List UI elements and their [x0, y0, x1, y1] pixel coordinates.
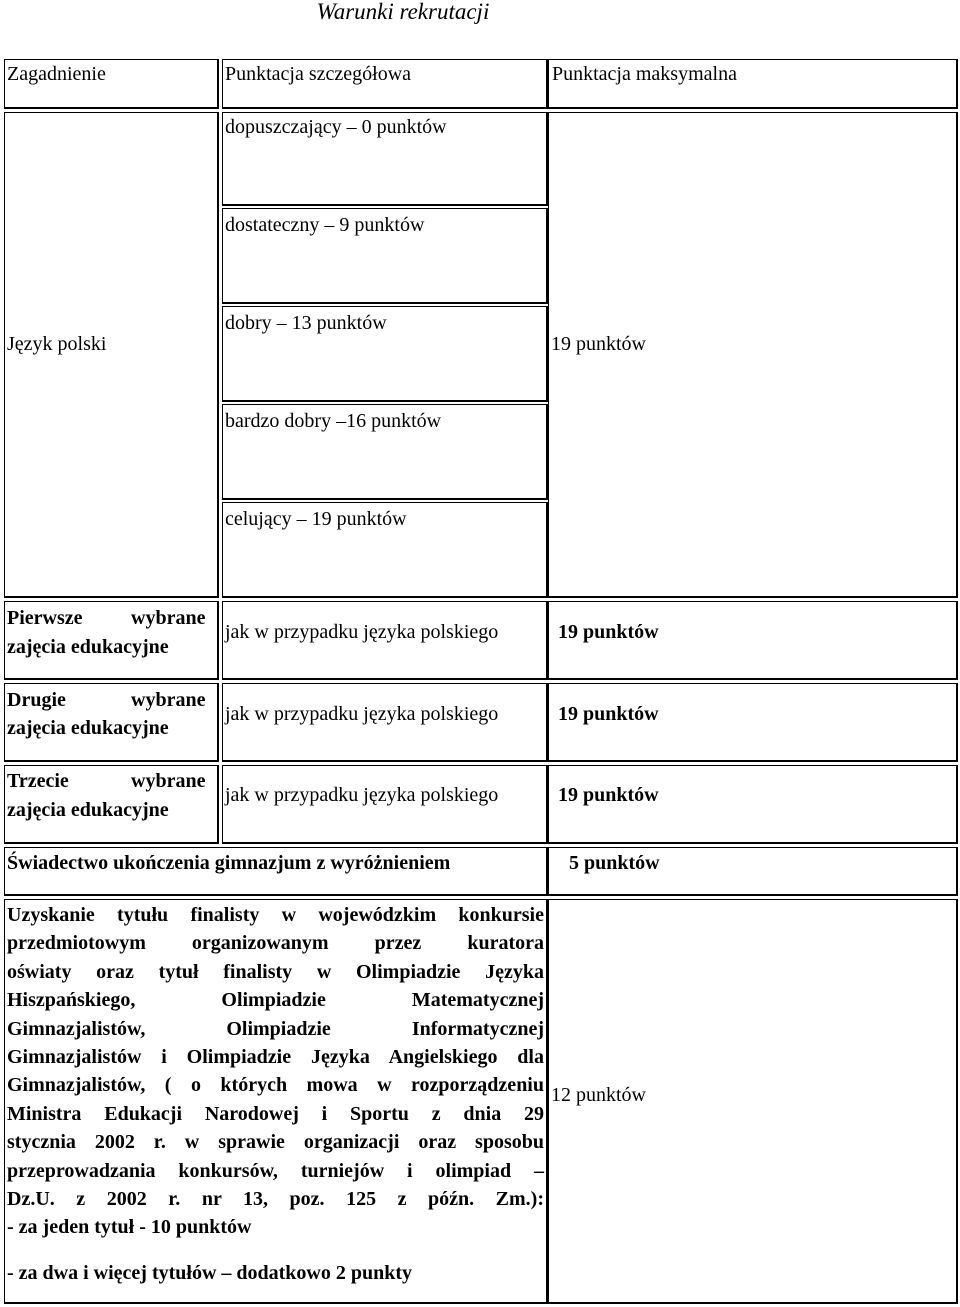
finalist-one-title: - za jeden tytuł - 10 punktów [7, 1216, 252, 1238]
subject-label: zajęcia edukacyjne [7, 636, 169, 658]
finalist-more-titles: - za dwa i więcej tytułów – dodatkowo 2 punkty [7, 1262, 413, 1284]
finalist-cell [4, 899, 548, 1304]
subject-label: wybrane [131, 607, 206, 629]
subject-label: Drugie [7, 689, 66, 711]
finalist-text-line: stycznia 2002 r. w sprawie organizacji oraz sposobu [7, 1131, 544, 1153]
finalist-text-line: Gimnazjalistów, Olimpiadzie Informatycznej [7, 1018, 544, 1040]
finalist-text-line: Dz.U. z 2002 r. nr 13, poz. 125 z późn. Zm.): [7, 1188, 544, 1210]
subject-detail: jak w przypadku języka polskiego [225, 784, 499, 806]
subject-label: zajęcia edukacyjne [7, 717, 169, 739]
subject-detail: jak w przypadku języka polskiego [225, 621, 499, 643]
subject-label: Trzecie [7, 770, 69, 792]
finalist-text-line: przeprowadzania konkursów, turniejów i olimpiad – [7, 1160, 544, 1182]
subject-max: 19 punktów [558, 784, 659, 806]
finalist-max: 12 punktów [551, 1084, 646, 1106]
subject-label: Pierwsze [7, 607, 83, 629]
polish-grade-label: bardzo dobry –16 punktów [225, 410, 442, 432]
page-title: Warunki rekrutacji [316, 0, 490, 24]
subject-max: 19 punktów [558, 703, 659, 725]
certificate-label: Świadectwo ukończenia gimnazjum z wyróżnieniem [7, 852, 451, 874]
header-topic: Zagadnienie [7, 63, 106, 85]
polish-subject-label: Język polski [7, 333, 107, 355]
finalist-text-line: oświaty oraz tytuł finalisty w Olimpiadzie Języka [7, 961, 544, 983]
subject-detail: jak w przypadku języka polskiego [225, 703, 499, 725]
polish-grade-label: dopuszczający – 0 punktów [225, 116, 447, 138]
polish-grade-label: celujący – 19 punktów [225, 508, 407, 530]
subject-label: wybrane [131, 770, 206, 792]
header-detail: Punktacja szczegółowa [225, 63, 412, 85]
finalist-text-line: przedmiotowym organizowanym przez kuratora [7, 932, 544, 954]
certificate-max: 5 punktów [569, 852, 660, 874]
finalist-text-line: Uzyskanie tytułu finalisty w wojewódzkim konkursie [7, 904, 544, 926]
subject-label: zajęcia edukacyjne [7, 799, 169, 821]
subject-label: wybrane [131, 689, 206, 711]
finalist-text-line: Ministra Edukacji Narodowej i Sportu z dnia 29 [7, 1103, 544, 1125]
header-max: Punktacja maksymalna [552, 63, 737, 85]
finalist-text-line: Gimnazjalistów, ( o których mowa w rozporządzeniu [7, 1074, 544, 1096]
polish-grade-label: dobry – 13 punktów [225, 312, 387, 334]
finalist-text-line: Hiszpańskiego, Olimpiadzie Matematycznej [7, 989, 544, 1011]
finalist-text-line: Gimnazjalistów i Olimpiadzie Języka Angielskiego dla [7, 1046, 544, 1068]
polish-grade-label: dostateczny – 9 punktów [225, 214, 425, 236]
subject-max: 19 punktów [558, 621, 659, 643]
polish-max-value: 19 punktów [551, 333, 646, 355]
